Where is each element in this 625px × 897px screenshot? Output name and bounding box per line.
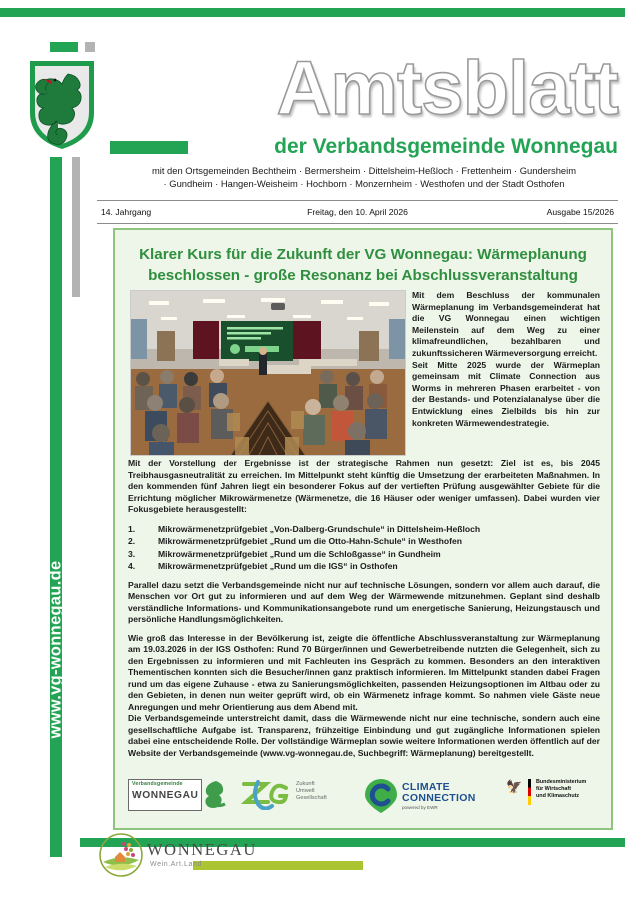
decor-square-grey — [85, 42, 95, 52]
article-paragraph-3: Wie groß das Interesse in der Bevölkerung ist, zeigte die öffentliche Abschlussveranstaltung zur Wärmeplanung am 19.03.2026 in der IGS Osthofen: Rund 70 Bürger/innen und Gewerbetreibende nutzten die Gelegenheit, sich zu den Ergebnissen zu informieren und mit Fachleuten ins Gespräch zu kommen. Besonders an den interaktiven Thementischen konnten sich die Besucher/innen ganz praktisch informieren. Im Mittelpunkt standen dabei Fragen rund um das eigene Zuhause - etwa zu Sanierungsmöglichkeiten, passenden Heizungsoptionen im Altbau oder zu den Gebieten, in denen nun weiter geprüft wird, ob ein Wärmenetz infrage kommt. So nahmen viele Gäste neue Anregungen und mehr Orientierung aus dem Abend mit. — [128, 632, 600, 712]
focus-area-number: 4. — [128, 561, 136, 571]
wonnegau-circle-icon — [98, 832, 144, 878]
publication-subtitle: der Verbandsgemeinde Wonnegau — [274, 135, 618, 158]
dragon-icon — [202, 778, 226, 810]
article-intro-paragraph-2: Seit Mitte 2025 wurde der Wärmeplan gemeinsam mit Climate Connection aus Worms in mehreren Phasen erarbeitet - von der Bestands- und Potenzialanalyse über die Entwicklung eines Zielbilds bis hin zur konkreten Wärmewendestrategie. — [412, 359, 600, 428]
list-item — [128, 535, 600, 548]
article-paragraph-1: Mit der Vorstellung der Ergebnisse ist der strategische Rahmen nun gesetzt: Ziel ist es, bis 2045 Treibhausgasneutralität zu erreichen. Im Mittelpunkt steht künftig die Umsetzung der erarbeiteten Maßnahmen. In den kommenden fünf Jahren liegt ein besonderer Fokus auf der vertieften Prüfung ausgewählter Gebiete für die Errichtung möglicher Mikrowärmenetze (Wärmenetze, die 16 Häuser oder weniger umfassen). Dabei wurden vier Fokusgebiete herausgestellt: — [128, 458, 600, 514]
sidebar-website-url[interactable]: www.vg-wonnegau.de — [46, 560, 65, 739]
german-flag-icon — [528, 779, 531, 805]
logo-cc-text — [402, 782, 476, 804]
article-headline: Klarer Kurs für die Zukunft der VG Wonnegau: Wärmeplanung beschlossen - große Resonanz bei Abschlussveranstaltung — [139, 246, 587, 284]
top-green-rule — [0, 8, 625, 17]
focus-area-label: Mikrowärmenetzprüfgebiet „Rund um die Schloßgasse“ in Gundheim — [158, 548, 441, 559]
logo-climate-connection — [364, 776, 494, 816]
logo-cc-powered-by: powered by EWR — [402, 805, 438, 810]
coat-of-arms-icon — [28, 59, 96, 151]
issue-number: Ausgabe 15/2026 — [546, 207, 614, 217]
issue-info-bar — [97, 200, 618, 224]
article-intro-column — [412, 290, 600, 429]
logo-bmwk-line-1: Bundesministerium — [536, 779, 587, 785]
logo-vg-line-2: WONNEGAU — [132, 790, 199, 801]
issue-volume: 14. Jahrgang — [101, 207, 152, 217]
article-paragraph-2: Parallel dazu setzt die Verbandsgemeinde nicht nur auf technische Lösungen, sondern vor allem auch darauf, die Menschen vor Ort gut zu informieren und auf dem Weg der Wärmewende mitzunehmen. Geplant sind deshalb verständliche Informations- und Kommunikationsangebote rund um energetische Sanierung, Heizungstausch und persönliche Handlungsmöglichkeiten. — [128, 579, 600, 624]
logo-bmwk-line-3: und Klimaschutz — [536, 793, 580, 799]
footer-olive-bar — [193, 861, 363, 870]
logo-cc-line-1: CLIMATE — [402, 781, 450, 793]
partner-logo-strip — [128, 776, 602, 818]
focus-area-label: Mikrowärmenetzprüfgebiet „Von-Dalberg-Grundschule“ in Dittelsheim-Heßloch — [158, 523, 481, 534]
logo-zug-line-1: Zukunft — [296, 781, 315, 787]
logo-zukunft-umwelt-gesellschaft — [240, 776, 360, 816]
focus-area-number: 3. — [128, 548, 136, 559]
logo-bundesministerium — [506, 776, 616, 816]
footer-logo-tagline: Wein.Art.Land — [150, 861, 203, 868]
article-intro-paragraph-1: Mit dem Beschluss der kommunalen Wärmeplanung im Verbandsgemeinderat hat die VG Wonnegau einen wichtigen Meilenstein auf dem Weg zu einer klimafreundlichen, bezahlbaren und zukunftssicheren Wärmeversorgung erreicht. — [412, 290, 600, 358]
member-communes-line-2: · Gundheim · Hangen-Weisheim · Hochborn · Monzernheim · Westhofen und der Stadt Osthofen — [163, 178, 565, 189]
publication-title: Amtsblatt — [276, 46, 618, 131]
logo-zug-text — [296, 781, 327, 803]
issue-date: Freitag, den 10. April 2026 — [307, 207, 408, 217]
list-item — [128, 548, 600, 561]
decor-bar-grey-vertical — [72, 157, 80, 297]
logo-bmwk-text — [536, 779, 586, 800]
climate-connection-pin-icon — [364, 778, 398, 814]
article-card — [113, 228, 613, 830]
logo-verbandsgemeinde-wonnegau — [128, 776, 228, 816]
list-item — [128, 560, 600, 573]
focus-area-label: Mikrowärmenetzprüfgebiet „Rund um die Otto-Hahn-Schule“ in Westhofen — [158, 536, 462, 546]
focus-areas-list — [128, 523, 600, 573]
member-communes-line-1: mit den Ortsgemeinden Bechtheim · Bermersheim · Dittelsheim-Heßloch · Frettenheim · Gundersheim — [151, 165, 577, 176]
logo-zug-line-2: Umwelt — [296, 788, 315, 795]
logo-bmwk-line-2: für Wirtschaft — [536, 786, 571, 792]
article-body — [128, 458, 600, 766]
member-communes — [110, 164, 618, 190]
article-photo — [130, 290, 406, 456]
footer-logo-name: WONNEGAU — [147, 840, 257, 859]
logo-vg-line-1: Verbandsgemeinde — [132, 781, 183, 787]
decor-square-green — [50, 42, 78, 52]
zug-mark-icon — [240, 778, 292, 810]
focus-area-label: Mikrowärmenetzprüfgebiet „Rund um die IGS“ in Osthofen — [158, 561, 398, 571]
focus-area-number: 2. — [128, 536, 136, 546]
focus-area-number: 1. — [128, 523, 136, 534]
list-item — [128, 523, 600, 536]
federal-eagle-icon: 🦅 — [506, 779, 523, 794]
masthead — [0, 17, 625, 217]
article-paragraph-4: Die Verbandsgemeinde unterstreicht damit, dass die Wärmewende nicht nur eine technische, sondern auch eine gesellschaftliche Aufgabe ist. Transparenz, frühzeitige Einbindung und gut zugängliche Informationen spielen dabei eine entscheidende Rolle. Der vollständige Wärmeplan sowie weitere Informationen werden öffentlich auf der Website der Verbandsgemeinde (www.vg-wonnegau.de, Suchbegriff: Wärmeplanung) bereitgestellt. — [128, 713, 600, 758]
logo-cc-line-2: CONNECTION — [402, 792, 476, 804]
footer-wonnegau-logo — [50, 832, 310, 880]
logo-zug-line-3: Gesellschaft — [296, 795, 327, 802]
